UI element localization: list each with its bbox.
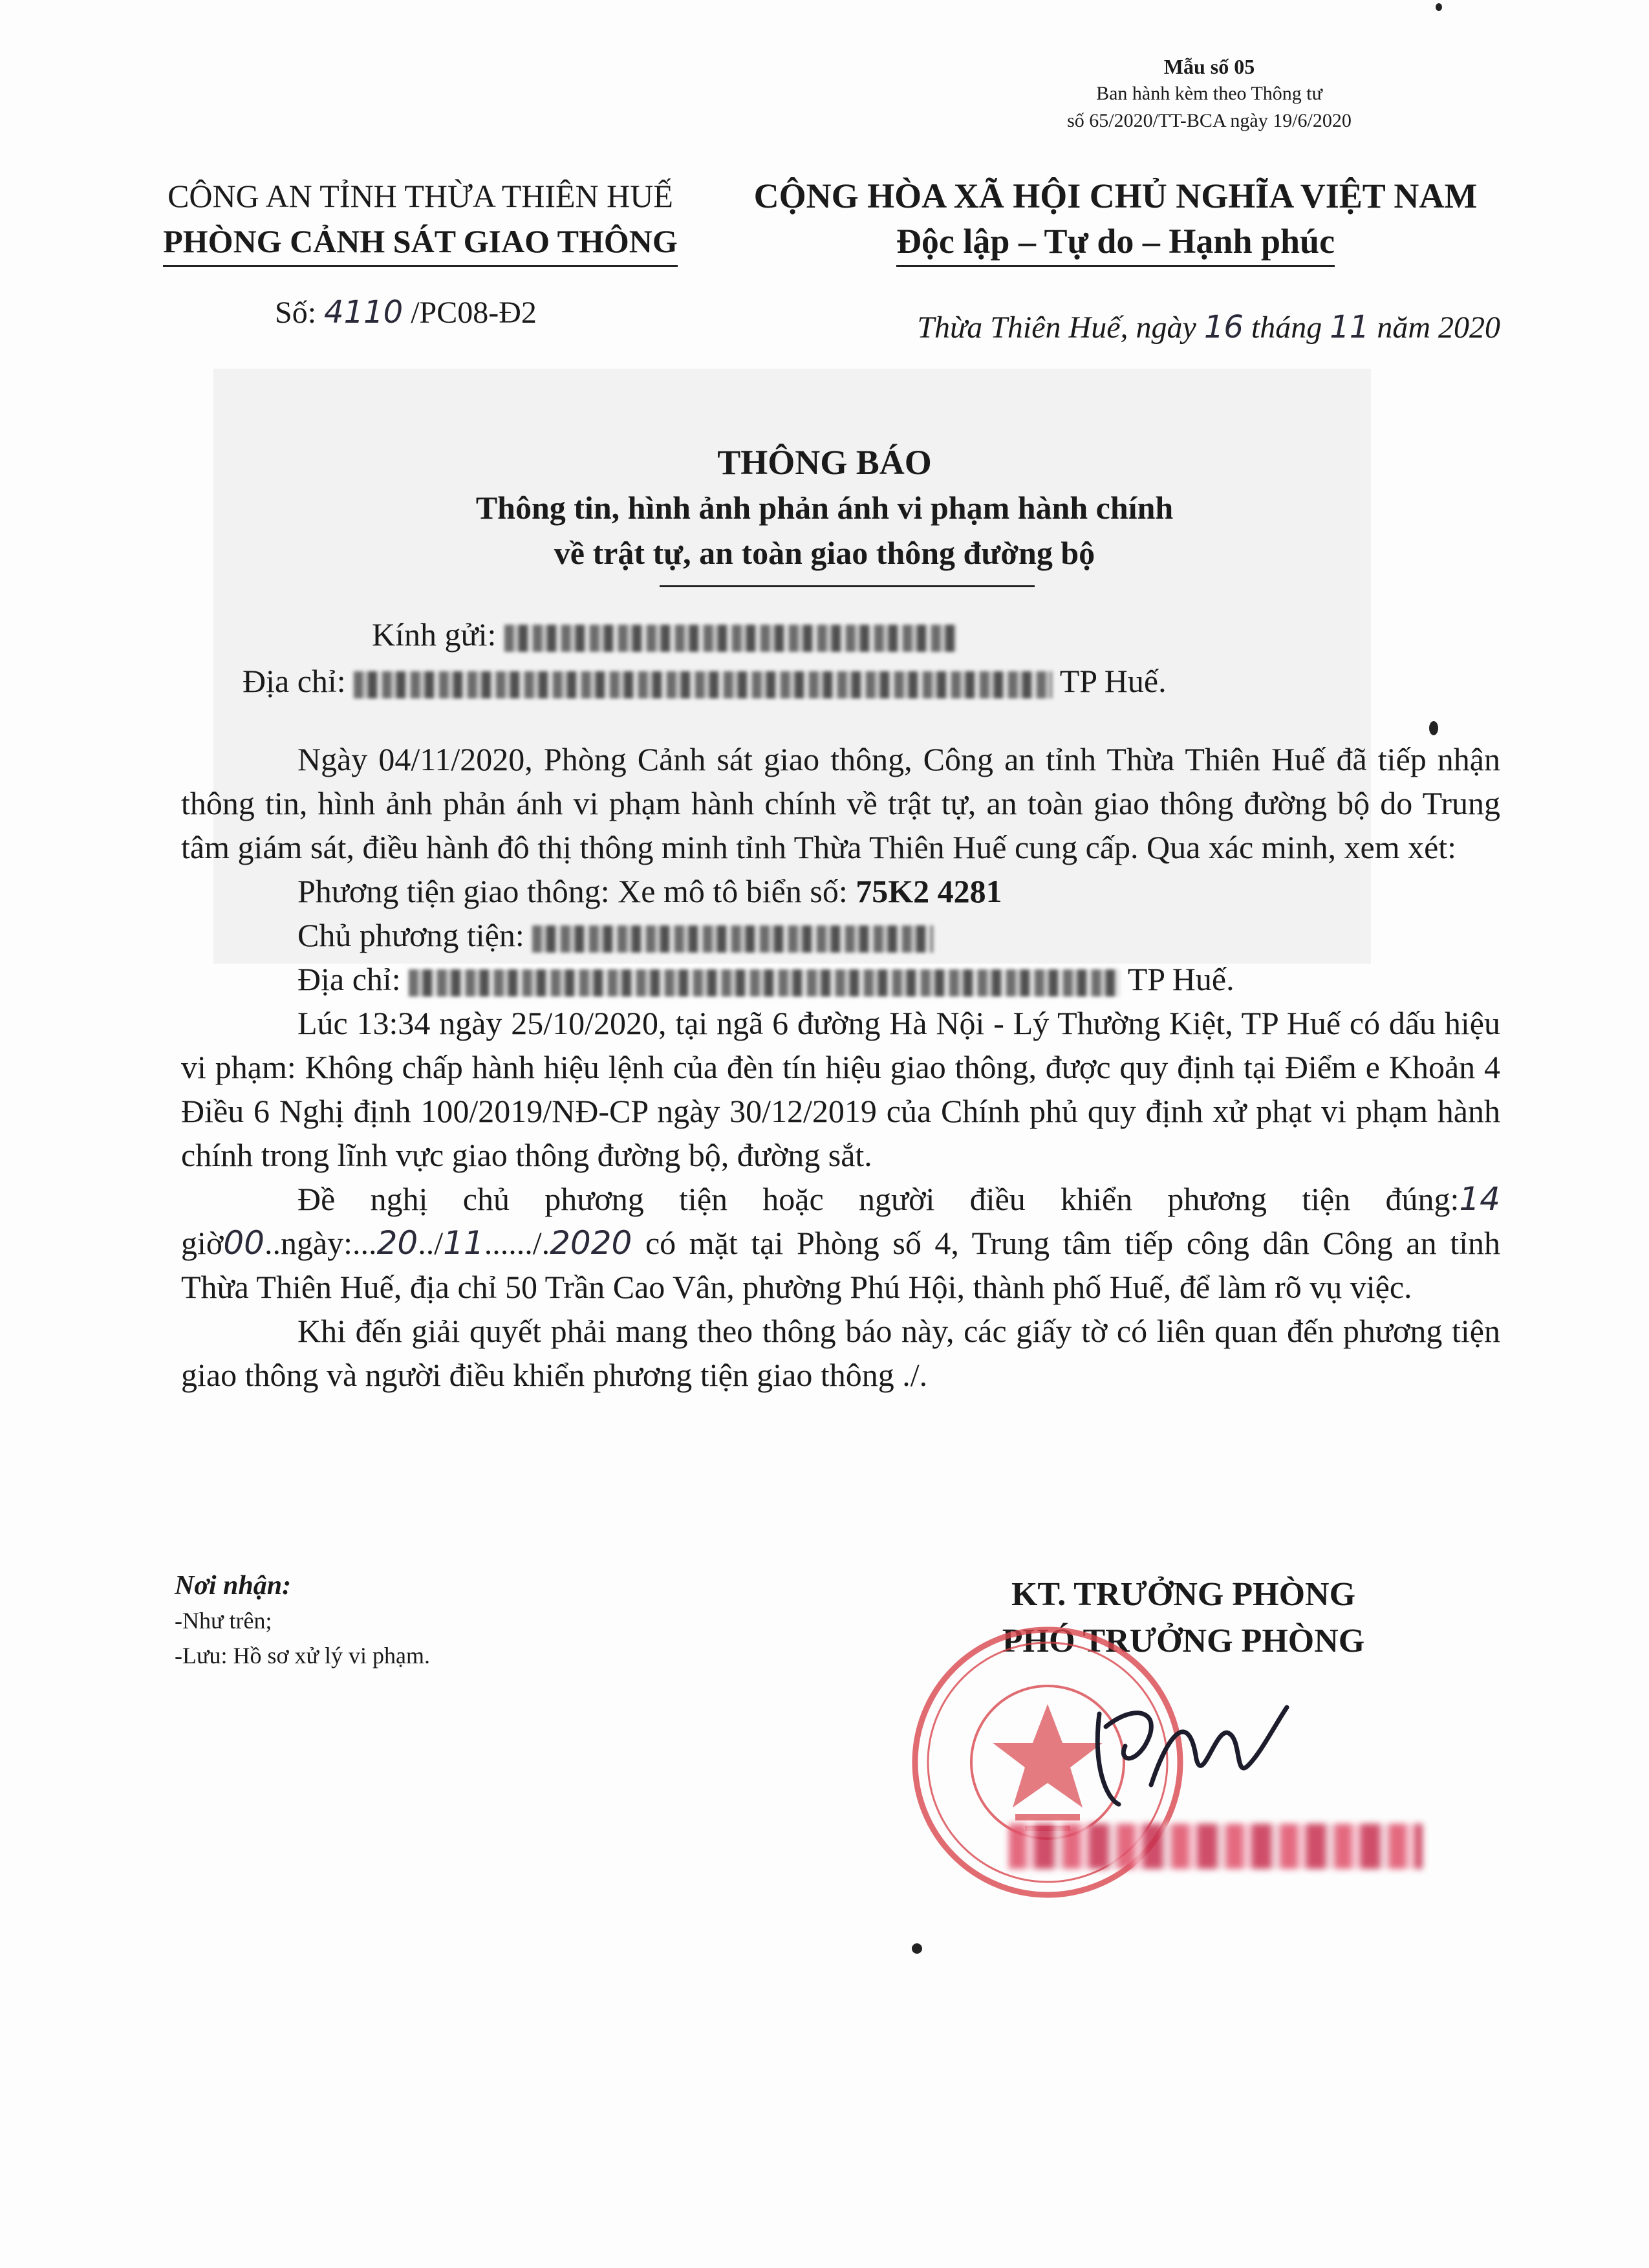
redacted-signer-name: [1009, 1824, 1423, 1869]
handwritten-number: 4110: [324, 294, 404, 330]
license-plate: 75K2 4281: [856, 873, 1002, 909]
receivers-block: [175, 1568, 430, 1673]
redacted-owner-address: [409, 969, 1120, 997]
title-sub1: Thông tin, hình ảnh phản ánh vi phạm hành chính: [475, 490, 1174, 526]
agency-line1: CÔNG AN TỈNH THỪA THIÊN HUẾ: [167, 178, 673, 214]
title-main: THÔNG BÁO: [717, 443, 932, 482]
scan-speck: [1429, 721, 1438, 735]
redacted-owner-name: [532, 925, 933, 953]
notice-body: [181, 737, 1500, 1397]
form-number: Mẫu số 05: [1163, 55, 1255, 78]
receivers-heading: Nơi nhận:: [175, 1571, 292, 1601]
date-line: Thừa Thiên Huế, ngày 16 tháng 11 năm 2020: [917, 309, 1500, 345]
recipient-address: Địa chỉ: TP Huế.: [242, 663, 1167, 699]
redacted-recipient-address: [354, 671, 1052, 698]
owner-line: Chủ phương tiện:: [181, 913, 1500, 957]
scan-speck: [912, 1943, 922, 1954]
paragraph-summons: Đề nghị chủ phương tiện hoặc người điều khiển phương tiện đúng:14 giờ00..ngày:...20../11....../.2020 có mặt tại Phòng số 4, Trung tâm tiếp công dân Công an tỉnh Thừa Thiên Huế, địa chỉ 50 Trần Cao Vân, phường Phú Hội, thành phố Huế, để làm rõ vụ việc.: [181, 1180, 1500, 1305]
redacted-recipient-name: [504, 625, 957, 652]
form-issued-line2: số 65/2020/TT-BCA ngày 19/6/2020: [1067, 110, 1352, 131]
owner-address-line: Địa chỉ: TP Huế.: [297, 961, 1234, 997]
document-number: Số: 4110 /PC08-Đ2: [275, 294, 537, 330]
receivers-item: -Lưu: Hồ sơ xử lý vi phạm.: [175, 1643, 431, 1669]
agency-line2: PHÒNG CẢNH SÁT GIAO THÔNG: [129, 219, 711, 267]
nation-line2: Độc lập – Tự do – Hạnh phúc: [734, 219, 1497, 267]
title-sub2: về trật tự, an toàn giao thông đường bộ: [554, 535, 1095, 571]
national-header: [734, 173, 1497, 267]
title-divider: [660, 585, 1035, 587]
paragraph-violation: Lúc 13:34 ngày 25/10/2020, tại ngã 6 đường Hà Nội - Lý Thường Kiệt, TP Huế có dấu hiệu vi phạm: Không chấp hành hiệu lệnh của đèn tín hiệu giao thông, được quy định tại Điểm e Khoản 4 Điều 6 Nghị định 100/2019/NĐ-CP ngày 30/12/2019 của Chính phủ quy định xử phạt vi phạm hành chính trong lĩnh vực giao thông đường bộ, đường sắt.: [181, 1005, 1500, 1173]
handwritten-month: 11: [1330, 309, 1370, 345]
paragraph-intro: Ngày 04/11/2020, Phòng Cảnh sát giao thông, Công an tỉnh Thừa Thiên Huế đã tiếp nhận thông tin, hình ảnh phản ánh vi phạm hành chính về trật tự, an toàn giao thông đường bộ do Trung tâm giám sát, điều hành đô thị thông minh tỉnh Thừa Thiên Huế cung cấp. Qua xác minh, xem xét:: [181, 741, 1500, 865]
nation-line1: CỘNG HÒA XÃ HỘI CHỦ NGHĨA VIỆT NAM: [753, 177, 1478, 215]
signer-line2: PHÓ TRƯỞNG PHÒNG: [1002, 1623, 1365, 1659]
signer-line1: KT. TRƯỞNG PHÒNG: [1011, 1576, 1356, 1613]
recipient-to: Kính gửi:: [372, 611, 1167, 658]
form-number-block: [1041, 53, 1377, 135]
agency-header: [129, 173, 711, 267]
signature-icon: [1080, 1688, 1293, 1817]
handwritten-day: 16: [1203, 309, 1244, 345]
paragraph-closing: Khi đến giải quyết phải mang theo thông báo này, các giấy tờ có liên quan đến phương tiện giao thông và người điều khiển phương tiện giao thông ./.: [181, 1313, 1500, 1393]
receivers-item: -Như trên;: [175, 1608, 272, 1634]
form-issued-line1: Ban hành kèm theo Thông tư: [1096, 83, 1322, 104]
vehicle-line: Phương tiện giao thông: Xe mô tô biển số: 75K2 4281: [297, 873, 1002, 909]
document-title: [0, 440, 1649, 576]
recipient-block: [242, 611, 1167, 704]
scan-speck: [1436, 3, 1442, 11]
